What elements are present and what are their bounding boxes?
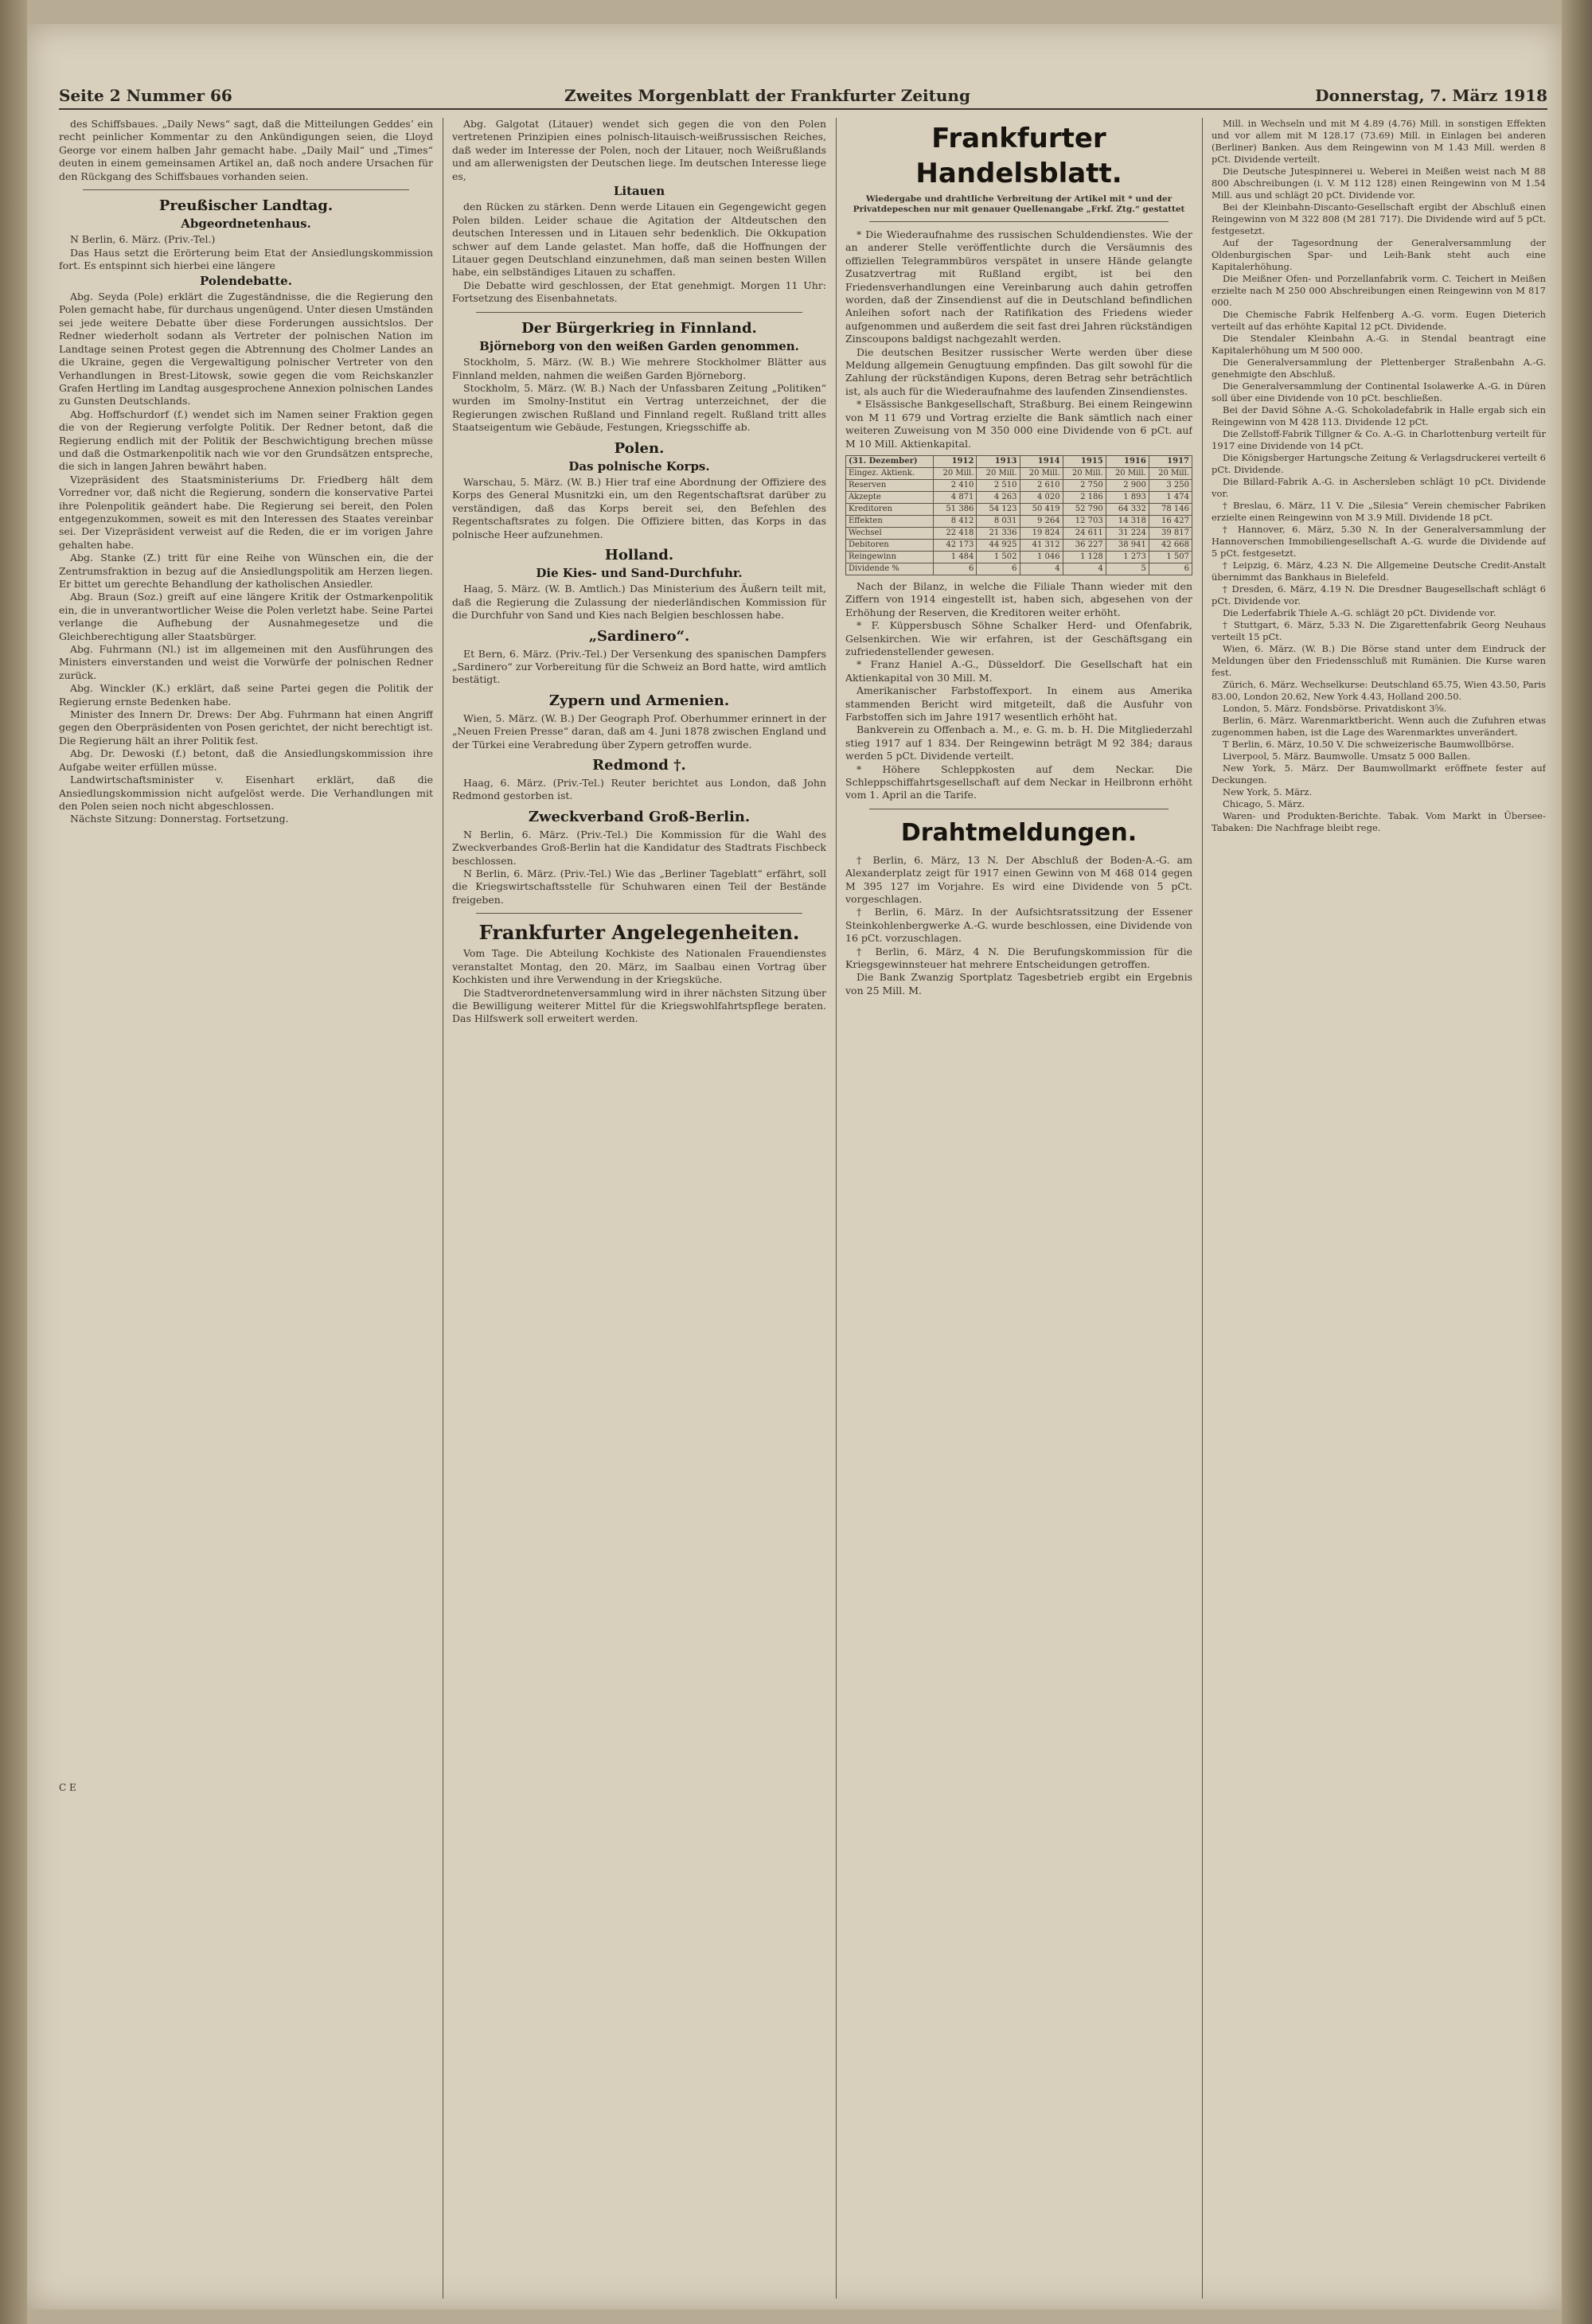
article-heading: Redmond †. [592,757,686,774]
table-row-label: Effekten [846,515,934,527]
table-cell: 8 412 [934,515,977,527]
article-text: Abg. Stanke (Z.) tritt für eine Reihe von Wünschen ein, die der Zentrumsfraktion in bezug auf die Ansiedlungspolitik am Herzen liegen. Er bittet um gerechte Behandlung der katholischen Ansiedler. [59,552,433,590]
table-cell: 24 611 [1063,527,1106,539]
article-heading: Holland. [604,546,674,563]
table-cell: 6 [1149,563,1192,575]
table-cell: 21 336 [977,527,1020,539]
article-text: Haag, 6. März. (Priv.-Tel.) Reuter berichtet aus London, daß John Redmond gestorben ist. [452,777,826,802]
column-2 [452,118,826,2299]
article-text: Mill. in Wechseln und mit M 4.89 (4.76) Mill. in sonstigen Effekten und vor allem mit M 128.17 (73.69) Mill. in Einlagen bei anderen (Berliner) Banken. Aus dem Reingewinn von M 1.43 Mill. werden 8 pCt. Dividende verteilt. [1212,118,1546,165]
table-year-header: 1916 [1106,455,1149,467]
article-text: † Berlin, 6. März. In der Aufsichtsratssitzung der Essener Steinkohlenbergwerke A.-G. wurde beschlossen, eine Dividende von 16 pCt. vorzuschlagen. [845,906,1192,945]
article-text: Minister des Innern Dr. Drews: Der Abg. Fuhrmann hat einen Angriff gegen den Oberpräsidenten von Posen gerichtet, der nicht berechtigt ist. Die Regierung hält an ihrer Politik fest. [59,708,433,747]
article-subheading: Polendebatte. [200,273,292,288]
article-text: † Dresden, 6. März, 4.19 N. Die Dresdner Baugesellschaft schlägt 6 pCt. Dividende vor. [1212,583,1546,606]
table-cell: 1 893 [1106,491,1149,503]
margin-note: C E [59,1782,76,1793]
article-subheading: Abgeordnetenhaus. [181,216,311,232]
article-text: Et Bern, 6. März. (Priv.-Tel.) Der Versenkung des spanischen Dampfers „Sardinero“ zur Vorbereitung für die Schweiz an Bord hatte, wird amtlich bestätigt. [452,647,826,686]
column-rule [836,118,837,2299]
article-text: Haag, 5. März. (W. B. Amtlich.) Das Ministerium des Äußern teilt mit, daß die Regierung die Zulassung der niederländischen Kommission für die Durchfuhr von Sand und Kies nach Belgien beschlossen habe. [452,583,826,622]
article-text: † Hannover, 6. März, 5.30 N. In der Generalversammlung der Hannoverschen Immobiliengesellschaft A.-G. wurde die Dividende auf 5 pCt. festgesetzt. [1212,524,1546,559]
divider [83,189,409,190]
newspaper-page [27,24,1562,2310]
table-cell: 39 817 [1149,527,1192,539]
article-subheading: Das polnische Korps. [568,458,710,474]
table-row-label: Dividende % [846,563,934,575]
article-subheading: Litauen [613,184,665,199]
divider [869,221,1169,222]
section-title: Drahtmeldungen. [900,818,1137,847]
newspaper-title: Zweites Morgenblatt der Frankfurter Zeitung [564,86,970,105]
table-cell: 1 507 [1149,551,1192,563]
table-cell: 2 610 [1020,479,1063,491]
table-row [846,491,1192,503]
article-heading: Polen. [614,439,665,457]
table-caption: (31. Dezember) [846,455,934,467]
table-cell: 9 264 [1020,515,1063,527]
table-cell: 4 263 [977,491,1020,503]
page-number: Seite 2 Nummer 66 [59,86,232,105]
article-text: Das Haus setzt die Erörterung beim Etat der Ansiedlungskommission fort. Es entspinnt sich hierbei eine längere [59,246,433,272]
article-text: * Elsässische Bankgesellschaft, Straßburg. Bei einem Reingewinn von M 11 679 und Vortrag erzielte die Bank sämtlich nach einer weiteren Zuweisung von M 350 000 eine Dividende von 6 pCt. auf M 10 Mill. Aktienkapital. [845,398,1192,450]
table-row-label: Kreditoren [846,503,934,515]
table-header-row [846,455,1192,467]
table-year-header: 1915 [1063,455,1106,467]
table-cell: 38 941 [1106,539,1149,551]
table-cell: 20 Mill. [1020,467,1063,479]
table-cell: 51 386 [934,503,977,515]
table-row [846,539,1192,551]
article-text: Berlin, 6. März. Warenmarktbericht. Wenn auch die Zufuhren etwas zugenommen haben, ist die Lage des Warenmarktes unverändert. [1212,715,1546,738]
table-year-header: 1913 [977,455,1020,467]
table-cell: 64 332 [1106,503,1149,515]
table-cell: 2 750 [1063,479,1106,491]
table-cell: 1 128 [1063,551,1106,563]
article-text: New York, 5. März. [1223,786,1313,797]
table-cell: 12 703 [1063,515,1106,527]
page-edge [1562,0,1592,2324]
table-year-header: 1912 [934,455,977,467]
table-cell: 2 900 [1106,479,1149,491]
article-text: † Breslau, 6. März, 11 V. Die „Silesia“ Verein chemischer Fabriken erzielte einen Reingewinn von M 3.9 Mill. Dividende 18 pCt. [1212,500,1546,523]
article-text: Nach der Bilanz, in welche die Filiale Thann wieder mit den Ziffern von 1914 eingestellt ist, haben sich, abgesehen von der Erhöhung der Reserven, die Kreditoren weiter erhöht. [845,579,1192,618]
table-cell: 42 668 [1149,539,1192,551]
column-3 [845,118,1192,2299]
article-text: Zürich, 6. März. Wechselkurse: Deutschland 65.75, Wien 43.50, Paris 83.00, London 20.62, New York 4.43, Holland 200.50. [1212,679,1546,702]
column-rule [1202,118,1203,2299]
table-cell: 5 [1106,563,1149,575]
article-text: * Die Wiederaufnahme des russischen Schuldendienstes. Wie der an anderer Stelle veröffentlichte durch die Versäumnis des offiziellen Telegrammbüros verspätet in unsere Hände gelangte Zusatzvertrag mit Rußland ergibt, ist bei den Friedensverhandlungen eine Vereinbarung auch dahin getroffen worden, daß der Zinsendienst auf die in Deutschland befindlichen Anleihen sofort nach der Ratifikation des Friedens wieder aufgenommen und außerdem die seit fast drei Jahren rückständigen Zinscoupons baldigst nachgezahlt werden. [845,228,1192,345]
article-text: * Franz Haniel A.-G., Düsseldorf. Die Gesellschaft hat ein Aktienkapital von 30 Mill. M. [845,658,1192,684]
article-text: Die Chemische Fabrik Helfenberg A.-G. vorm. Eugen Dieterich verteilt auf das erhöhte Kapital 12 pCt. Dividende. [1212,309,1546,332]
article-text: den Rücken zu stärken. Denn werde Litauen ein Gegengewicht gegen Polen bilden. Leider schaue die Agitation der Altdeutschen den deutschen Interessen und in Litauen sehr bedenklich. Die Okkupation schwer auf dem Lande gelastet. Man hoffe, daß die Hoffnungen der Litauer gegen Deutschland einzunehmen, daß man seinen besten Willen habe, ein selbständiges Litauen zu schaffen. [452,201,826,279]
table-cell: 16 427 [1149,515,1192,527]
article-text: T Berlin, 6. März, 10.50 V. Die schweizerische Baumwollbörse. [1223,739,1515,750]
article-text: † Stuttgart, 6. März, 5.33 N. Die Zigarettenfabrik Georg Neuhaus verteilt 15 pCt. [1212,619,1546,642]
table-cell: 20 Mill. [1149,467,1192,479]
table-cell: 14 318 [1106,515,1149,527]
table-cell: 4 [1020,563,1063,575]
table-row-label: Reingewinn [846,551,934,563]
column-1 [59,118,433,2299]
table-row [846,551,1192,563]
article-text: Waren- und Produkten-Berichte. Tabak. Vom Markt in Übersee-Tabaken: Die Nachfrage bleibt rege. [1212,810,1546,833]
table-cell: 2 510 [977,479,1020,491]
article-text: des Schiffsbaues. „Daily News“ sagt, daß die Mitteilungen Geddes’ ein recht peinlicher Kommentar zu den Ankündigungen seien, die Lloyd George vor einem halben Jahr gemacht habe. „Daily Mail“ und „Times“ deuten in einem gemeinsamen Artikel an, daß noch andere Ursachen für den Rückgang des Schiffsbaues vorhanden seien. [59,118,433,182]
table-cell: 31 224 [1106,527,1149,539]
article-text: Abg. Fuhrmann (Nl.) ist im allgemeinen mit den Ausführungen des Ministers einverstanden und weist die Vorwürfe der polnischen Redner zurück. [59,643,433,681]
table-row [846,467,1192,479]
table-cell: 8 031 [977,515,1020,527]
article-heading: Der Bürgerkrieg in Finnland. [521,319,757,337]
article-text: Die Bank Zwanzig Sportplatz Tagesbetrieb ergibt ein Ergebnis von 25 Mill. M. [845,971,1192,996]
article-text: Bankverein zu Offenbach a. M., e. G. m. b. H. Die Mitgliederzahl stieg 1917 auf 1 834. Der Reingewinn beträgt M 92 384; daraus werden 5 pCt. Dividende verteilt. [845,723,1192,762]
article-text: Die Meißner Ofen- und Porzellanfabrik vorm. C. Teichert in Meißen erzielte nach M 250 000 Abschreibungen einen Reingewinn von M 817 000. [1212,273,1546,308]
article-text: Abg. Dr. Dewoski (f.) betont, daß die Ansiedlungskommission ihre Aufgabe weiter erfüllen müsse. [59,747,433,773]
table-row [846,515,1192,527]
column-4 [1212,118,1546,2299]
table-cell: 4 [1063,563,1106,575]
article-text: † Berlin, 6. März, 4 N. Die Berufungskommission für die Kriegsgewinnsteuer hat mehrere Entscheidungen getroffen. [845,945,1192,971]
article-text: Wien, 5. März. (W. B.) Der Geograph Prof. Oberhummer erinnert in der „Neuen Freien Presse“ daran, daß am 4. Juni 1878 zwischen England und der Türkei eine Verabredung über Zypern getroffen wurde. [452,712,826,751]
article-text: Abg. Galgotat (Litauer) wendet sich gegen die von den Polen vertretenen Prinzipien eines polnisch-litauisch-weißrussischen Reiches, daß weder im Interesse der Polen, noch der Litauer, noch Weißrußlands und am allerwenigsten der Deutschen liege. Im deutschen Interesse liege es, [452,118,826,182]
table-cell: 1 273 [1106,551,1149,563]
article-text: Chicago, 5. März. [1223,798,1305,809]
table-cell: 1 046 [1020,551,1063,563]
article-text: Abg. Braun (Soz.) greift auf eine längere Kritik der Ostmarkenpolitik ein, die in unverantwortlicher Weise die Polen verletzt habe. Seine Partei verlange die Aufhebung der Ausnahmegesetze und die Gleichberechtigung aller Staatsbürger. [59,591,433,642]
section-heading: Frankfurter Angelegenheiten. [478,921,800,945]
table-cell: 20 Mill. [934,467,977,479]
table-cell: 6 [934,563,977,575]
issue-date: Donnerstag, 7. März 1918 [1315,86,1547,105]
article-text: N Berlin, 6. März. (Priv.-Tel.) Die Kommission für die Wahl des Zweckverbandes Groß-Berlin hat die Kandidatur des Stadtrats Fischbeck beschlossen. [452,828,826,867]
table-cell: 2 410 [934,479,977,491]
table-year-header: 1917 [1149,455,1192,467]
table-row-label: Reserven [846,479,934,491]
table-cell: 78 146 [1149,503,1192,515]
table-cell: 20 Mill. [1106,467,1149,479]
table-cell: 1 474 [1149,491,1192,503]
table-cell: 44 925 [977,539,1020,551]
article-text: Die Königsberger Hartungsche Zeitung & Verlagsdruckerei verteilt 6 pCt. Dividende. [1212,452,1546,475]
article-text: Die Zellstoff-Fabrik Tillgner & Co. A.-G. in Charlottenburg verteilt für 1917 eine Dividende von 14 pCt. [1212,428,1546,451]
table-cell: 4 871 [934,491,977,503]
article-heading: Zweckverband Groß-Berlin. [528,808,751,825]
divider [476,312,802,313]
article-text: Bei der Kleinbahn-Discanto-Gesellschaft ergibt der Abschluß einen Reingewinn von M 322 808 (M 281 717). Die Dividende wird auf 5 pCt. festgesetzt. [1212,201,1546,236]
article-text: New York, 5. März. Der Baumwollmarkt eröffnete fester auf Deckungen. [1212,762,1546,786]
table-cell: 20 Mill. [1063,467,1106,479]
balance-table [845,455,1192,575]
article-text: London, 5. März. Fondsbörse. Privatdiskont 3⅝. [1223,703,1447,714]
page-binding [0,0,27,2324]
article-text: Vom Tage. Die Abteilung Kochkiste des Nationalen Frauendienstes veranstaltet Montag, den 20. März, im Saalbau einen Vortrag über Kochkisten und ihre Verwendung in der Kriegsküche. [452,947,826,986]
table-cell: 2 186 [1063,491,1106,503]
article-text: † Leipzig, 6. März, 4.23 N. Die Allgemeine Deutsche Credit-Anstalt übernimmt das Bankhaus in Bielefeld. [1212,560,1546,583]
article-text: Die Debatte wird geschlossen, der Etat genehmigt. Morgen 11 Uhr: Fortsetzung des Eisenbahnetats. [452,279,826,305]
table-year-header: 1914 [1020,455,1063,467]
article-text: Die Lederfabrik Thiele A.-G. schlägt 20 pCt. Dividende vor. [1223,607,1496,618]
table-cell: 20 Mill. [977,467,1020,479]
article-text: Die Deutsche Jutespinnerei u. Weberei in Meißen weist nach M 88 800 Abschreibungen (i. V. M 112 128) einen Reingewinn von M 1.54 Mill. aus und schlägt 20 pCt. Dividende vor. [1212,166,1546,201]
article-text: Stockholm, 5. März. (W. B.) Wie mehrere Stockholmer Blätter aus Finnland melden, nahmen die weißen Garden Björneborg. [452,356,826,381]
article-heading: Zypern und Armenien. [548,692,730,709]
article-text: Die Generalversammlung der Plettenberger Straßenbahn A.-G. genehmigte den Abschluß. [1212,357,1546,380]
article-text: Die deutschen Besitzer russischer Werte werden über diese Meldung allgemein Genugtuung empfinden. Das gilt sowohl für die Zahlung der rückständigen Kupons, deren Betrag sehr beträchtlich ist, als auch für die Wiederaufnahme des laufenden Zinsendienstes. [845,345,1192,397]
table-cell: 19 824 [1020,527,1063,539]
article-text: Die Billard-Fabrik A.-G. in Aschersleben schlägt 10 pCt. Dividende vor. [1212,476,1546,499]
article-text: Abg. Winckler (K.) erklärt, daß seine Partei gegen die Politik der Regierung ernste Bedenken habe. [59,682,433,708]
table-row-label: Eingez. Aktienk. [846,467,934,479]
table-cell: 42 173 [934,539,977,551]
section-title: Frankfurter Handelsblatt. [915,123,1122,189]
article-text: Bei der David Söhne A.-G. Schokoladefabrik in Halle ergab sich ein Reingewinn von M 428 113. Dividende 12 pCt. [1212,404,1546,427]
article-text: Amerikanischer Farbstoffexport. In einem aus Amerika stammenden Bericht wird mitgeteilt, daß die Ausfuhr von Farbstoffen sich im Jahre 1917 wesentlich erhöht hat. [845,684,1192,723]
table-row-label: Akzepte [846,491,934,503]
table-cell: 36 227 [1063,539,1106,551]
section-note: Wiedergabe und drahtliche Verbreitung der Artikel mit * und der Privatdepeschen nur mit genauer Quellenangabe „Frkf. Ztg.“ gestattet [853,194,1185,214]
table-row-label: Debitoren [846,539,934,551]
table-row [846,503,1192,515]
article-heading: „Sardinero“. [588,627,690,645]
article-text: Die Stadtverordnetenversammlung wird in ihrer nächsten Sitzung über die Bewilligung weiterer Mittel für die Kriegswohlfahrtspflege beraten. Das Hilfswerk soll erweitert werden. [452,986,826,1025]
article-text: Abg. Seyda (Pole) erklärt die Zugeständnisse, die die Regierung den Polen gemacht habe, für durchaus ungenügend. Unter diesen Umständen sei jede weitere Debatte über diese Forderungen aussichtslos. Der Redner wiederholt sodann als Vertreter der polnischen Nation im Landtage seinen Protest gegen die Abtrennung des Cholmer Landes an die Ukraine, gegen die Vergewaltigung polnischer Vertreter von den Verhandlungen in Brest-Litowsk, sowie gegen die vom Reichskanzler Grafen Hertling im Landtag ausgesprochene Annexion polnischen Landes zu Gunsten Deutschlands. [59,290,433,407]
divider [476,913,802,914]
article-text: * F. Küppersbusch Söhne Schalker Herd- und Ofenfabrik, Gelsenkirchen. Wie wir erfahren, ist der Geschäftsgang ein zufriedenstellender gewesen. [845,619,1192,657]
table-cell: 4 020 [1020,491,1063,503]
article-text: N Berlin, 6. März. (Priv.-Tel.) Wie das „Berliner Tageblatt“ erfährt, soll die Kriegswirtschaftsstelle für Schuhwaren einen Teil der Bestände freigeben. [452,868,826,906]
table-cell: 3 250 [1149,479,1192,491]
table-row-label: Wechsel [846,527,934,539]
article-heading: Preußischer Landtag. [158,197,334,215]
table-cell: 50 419 [1020,503,1063,515]
table-body [846,467,1192,575]
article-text: Auf der Tagesordnung der Generalversammlung der Oldenburgischen Spar- und Leih-Bank steht auch eine Kapitalerhöhung. [1212,237,1546,272]
article-text: Nächste Sitzung: Donnerstag. Fortsetzung. [70,813,289,825]
table-row [846,527,1192,539]
table-cell: 6 [977,563,1020,575]
article-subheading: Björneborg von den weißen Garden genommen. [479,338,799,353]
article-text: Abg. Hoffschurdorf (f.) wendet sich im Namen seiner Fraktion gegen die von der Regierung verfolgte Politik. Der Redner betont, daß die Regierung endlich mit der Politik der Beschwichtigung brechen müsse und daß die Ostmarkenpolitik nach wie vor den Grundsätzen entspreche, die sich in langen Jahren bewährt haben. [59,407,433,473]
article-text: Warschau, 5. März. (W. B.) Hier traf eine Abordnung der Offiziere des Korps des General Musnitzki ein, um den Regentschaftsrat darüber zu verständigen, daß das Korps bereit sei, den Befehlen des Regentschaftsrates zu folgen. Die Offiziere bitten, das Korps in das polnische Heer aufzunehmen. [452,475,826,540]
article-text: Landwirtschaftsminister v. Eisenhart erklärt, daß die Ansiedlungskommission nicht aufgelöst werde. Die Verhandlungen mit den Polen seien noch nicht abgeschlossen. [59,774,433,812]
article-text: * Höhere Schleppkosten auf dem Neckar. Die Schleppschiffahrtsgesellschaft auf dem Neckar in Heilbronn erhöht vom 1. April an die Tarife. [845,762,1192,801]
article-text: Die Generalversammlung der Continental Isolawerke A.-G. in Düren soll über eine Dividende von 10 pCt. beschließen. [1212,380,1546,404]
table-cell: 52 790 [1063,503,1106,515]
article-text: Die Stendaler Kleinbahn A.-G. in Stendal beantragt eine Kapitalerhöhung um M 500 000. [1212,333,1546,356]
table-row [846,479,1192,491]
page-header [59,86,1547,110]
article-text: Liverpool, 5. März. Baumwolle. Umsatz 5 000 Ballen. [1223,751,1471,762]
article-text: Stockholm, 5. März. (W. B.) Nach der Unfassbaren Zeitung „Politiken“ wurden im Smolny-Institut ein Vertrag unterzeichnet, der die Regierungen zwischen Rußland und Finnland regelt. Rußland tritt alles Staatseigentum wie Gebäude, Festungen, Kriegsschiffe ab. [452,381,826,434]
article-text: Wien, 6. März. (W. B.) Die Börse stand unter dem Eindruck der Meldungen über den Friedensschluß mit Rumänien. Die Kurse waren fest. [1212,643,1546,678]
table-cell: 1 484 [934,551,977,563]
dateline: N Berlin, 6. März. (Priv.-Tel.) [70,233,216,246]
article-text: Vizepräsident des Staatsministeriums Dr. Friedberg hält dem Vorredner vor, daß nicht die Regierung, sondern die konservative Partei ihre Polenpolitik geändert habe. Die Regierung sei bereit, den Polen entgegenzukommen, soweit es mit den Interessen des Staates vereinbar sei. Der Vizepräsident verweist auf die Reden, die er im vorigen Jahre gehalten habe. [59,473,433,551]
table-row [846,563,1192,575]
table-cell: 22 418 [934,527,977,539]
table-cell: 1 502 [977,551,1020,563]
table-cell: 41 312 [1020,539,1063,551]
table-cell: 54 123 [977,503,1020,515]
article-text: † Berlin, 6. März, 13 N. Der Abschluß der Boden-A.-G. am Alexanderplatz zeigt für 1917 einen Gewinn von M 468 014 gegen M 395 127 im Vorjahre. Es wird eine Dividende von 5 pCt. vorgeschlagen. [845,853,1192,906]
article-subheading: Die Kies- und Sand-Durchfuhr. [536,565,743,580]
